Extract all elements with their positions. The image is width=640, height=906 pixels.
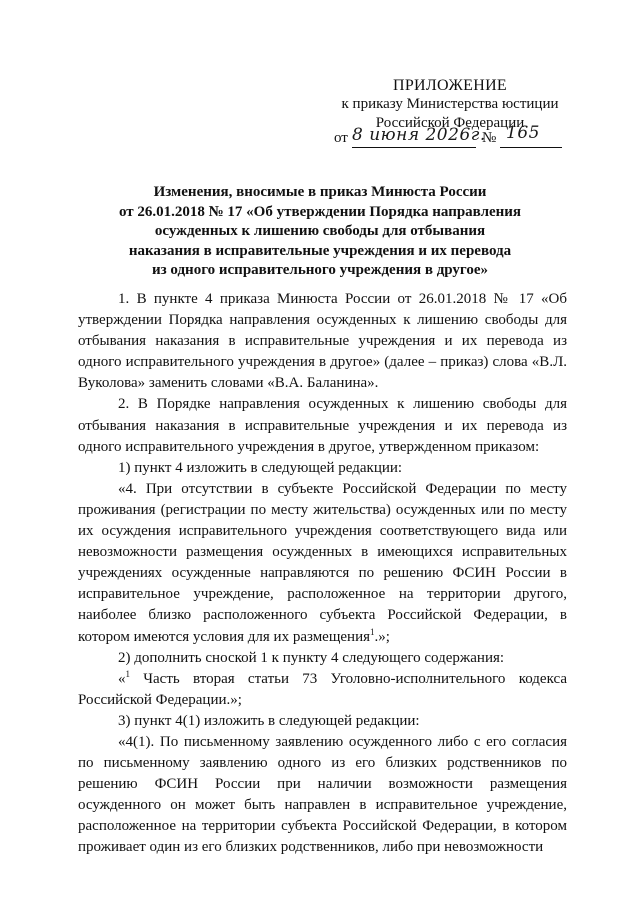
heading-line-4: наказания в исправительные учреждения и их перевода — [128, 242, 512, 259]
appendix-title: ПРИЛОЖЕНИЕ — [392, 77, 507, 94]
number-label: № — [482, 130, 497, 146]
number-underline — [500, 147, 562, 148]
date-underline — [352, 147, 476, 148]
document-body — [78, 289, 567, 859]
heading-line-5: из одного исправительного учреждения в другое» — [151, 262, 489, 278]
paragraph-4-text: «4. При отсутствии в субъекте Российской Федерации по месту проживания (регистрации по месту жительства) осужденных или по месту их осуждения исправительного учреждения соответствующего вида или невозможности размещения осужденных в имеющихся исправительных учреждениях осужденные направляются по решению ФСИН России в исправительное учреждение, расположенное на территории другого, наиболее близко расположенного субъекта Российской Федерации, в котором имеются условия для их размещения — [78, 480, 567, 645]
appendix-line-2: Российской Федерации — [375, 115, 525, 131]
appendix-line-1: к приказу Министерства юстиции — [341, 96, 559, 112]
paragraph-1: 1. В пункте 4 приказа Минюста России от 26.01.2018 № 17 «Об утверждении Порядка направления осужденных к лишению свободы для отбывания наказания в исправительные учреждения и их перевода из одного исправительного учреждения в другое» (далее – приказ) слова «В.Л. Вуколова» заменить словами «В.А. Баланина». — [78, 291, 567, 392]
paragraph-4 — [78, 479, 567, 648]
heading-line-1: Изменения, вносимые в приказ Минюста России — [153, 184, 487, 200]
paragraph-6-text: Часть вторая статьи 73 Уголовно-исполнительного кодекса Российской Федерации.»; — [78, 670, 567, 708]
handwritten-number: 165 — [506, 123, 540, 143]
handwritten-date: 8 июня 2026г. — [352, 125, 486, 145]
paragraph-8: «4(1). По письменному заявлению осужденного либо с его согласия по письменному заявлению одного из его близких родственников по решению ФСИН России при наличии возможности размещения осужденного он может быть направлен в исправительное учреждение, расположенное на территории субъекта Российской Федерации, в котором проживает один из его близких родственников, либо при невозможности — [78, 733, 567, 856]
paragraph-5: 2) дополнить сноской 1 к пункту 4 следующего содержания: — [118, 649, 505, 666]
heading-line-2: от 26.01.2018 № 17 «Об утверждении Порядка направления — [118, 203, 522, 220]
paragraph-3: 1) пункт 4 изложить в следующей редакции: — [118, 459, 403, 476]
document-heading — [92, 183, 548, 281]
paragraph-7: 3) пункт 4(1) изложить в следующей редакции: — [118, 712, 420, 729]
paragraph-6 — [78, 669, 567, 711]
heading-line-3: осужденных к лишению свободы для отбывания — [154, 223, 486, 239]
paragraph-4-end: .»; — [374, 628, 390, 645]
paragraph-2: 2. В Порядке направления осужденных к лишению свободы для отбывания наказания в исправительные учреждения и их перевода из одного исправительного учреждения в другое, утвержденном приказом: — [78, 396, 567, 455]
from-label: от — [334, 130, 348, 146]
paragraph-6-open: « — [118, 670, 126, 687]
footnote-ref-1: 1 — [370, 626, 375, 637]
footnote-mark-1: 1 — [125, 668, 130, 679]
